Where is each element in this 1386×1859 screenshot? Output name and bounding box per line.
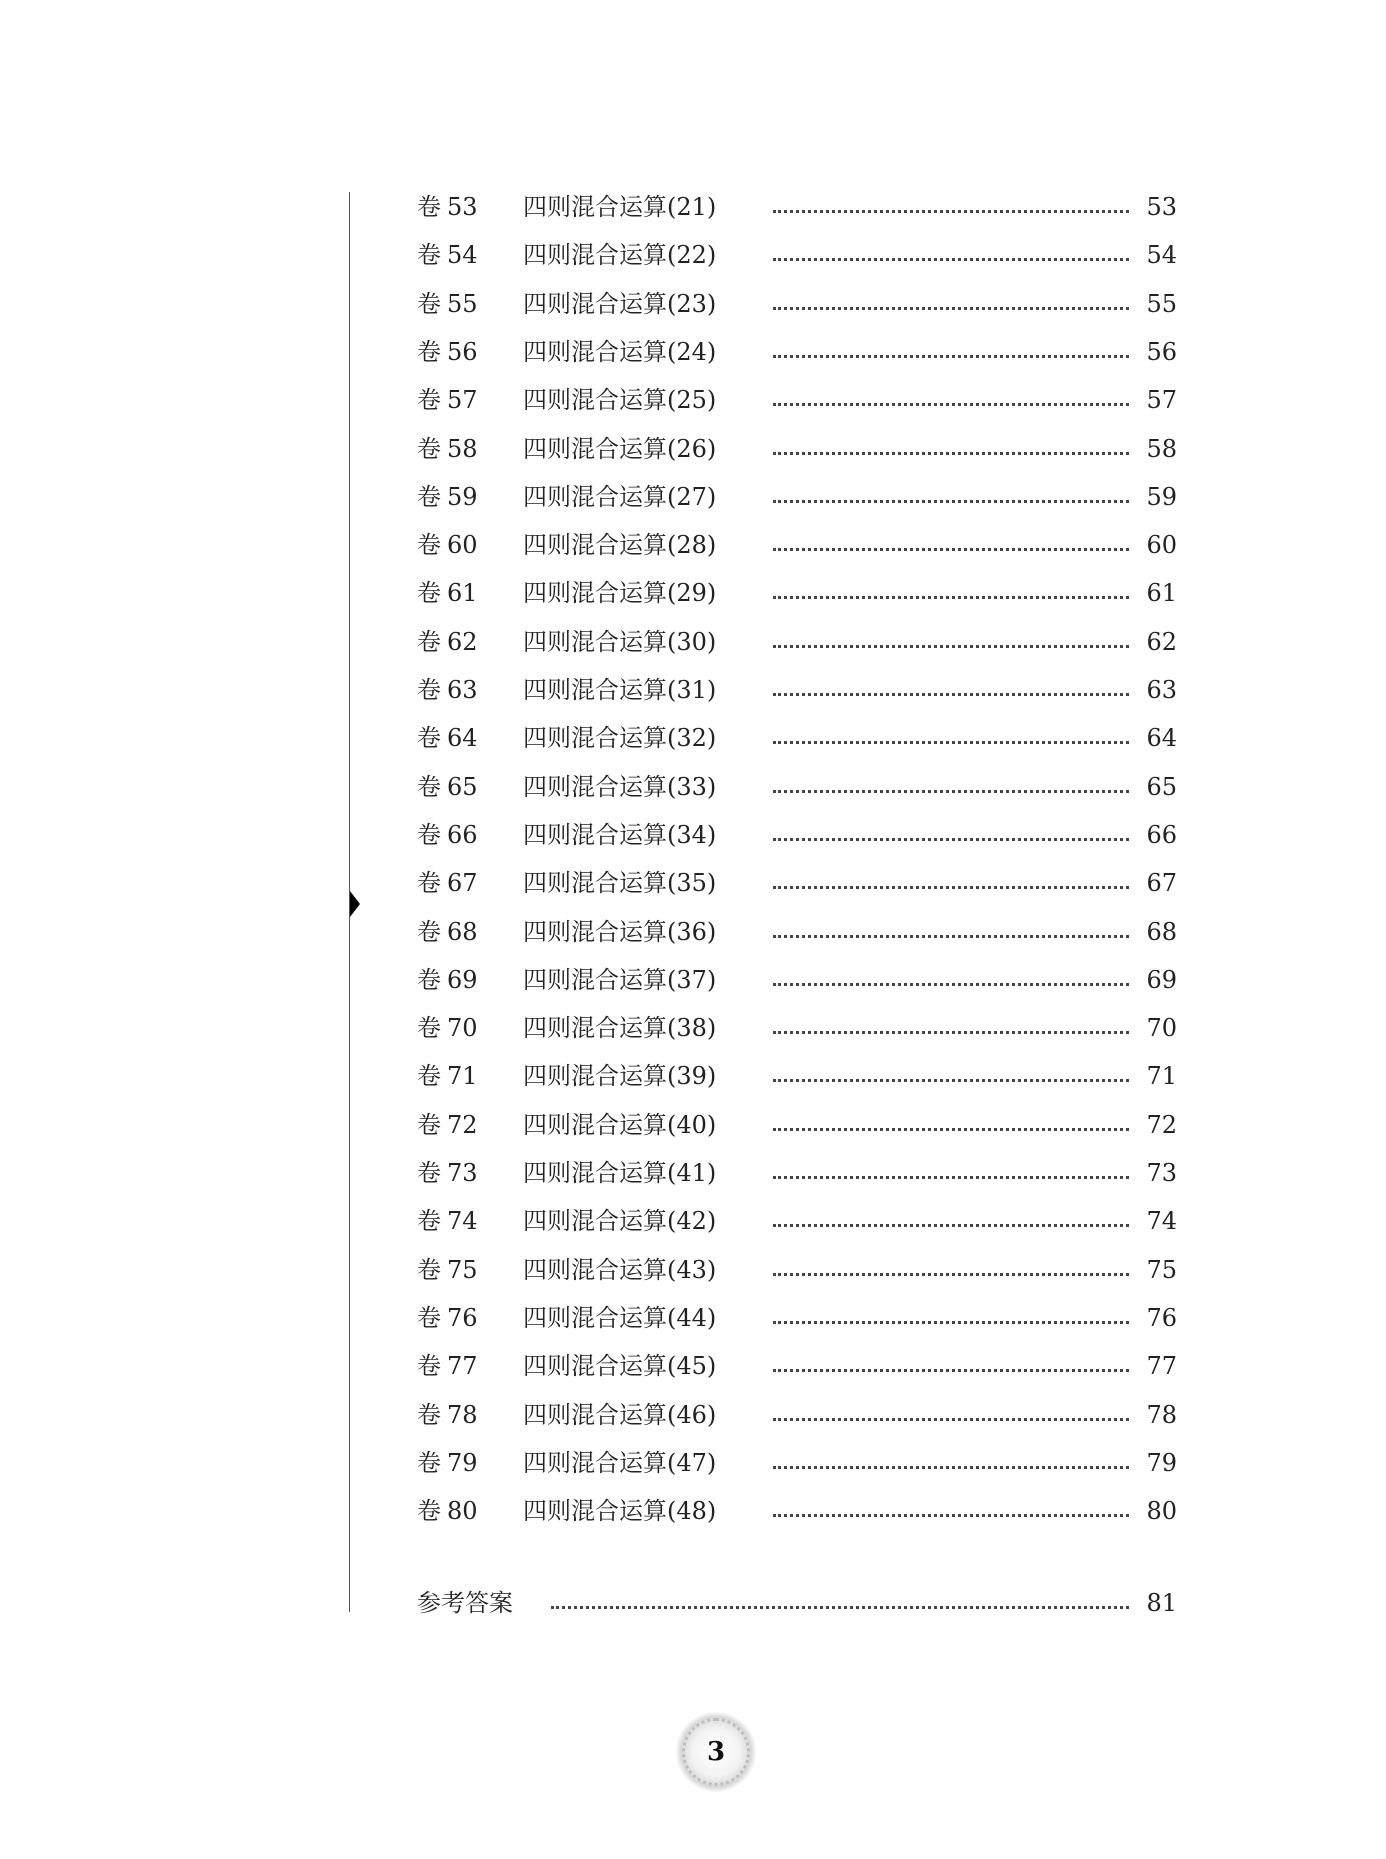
volume-prefix: 卷 xyxy=(417,1401,441,1429)
entry-title: 四则混合运算(37) xyxy=(523,966,717,994)
toc-entry xyxy=(417,1105,1177,1145)
volume-label xyxy=(417,1346,478,1386)
toc-entry xyxy=(417,1491,1177,1531)
dot-leader xyxy=(773,210,1129,213)
entry-page-number: 80 xyxy=(1146,1497,1177,1525)
volume-number: 64 xyxy=(447,724,478,752)
entry-title: 四则混合运算(27) xyxy=(523,483,717,511)
toc-entry xyxy=(417,1395,1177,1435)
volume-label xyxy=(417,332,478,372)
entry-page-number: 73 xyxy=(1146,1159,1177,1187)
volume-number: 68 xyxy=(447,918,478,946)
entry-title: 四则混合运算(31) xyxy=(523,676,717,704)
entry-title: 四则混合运算(26) xyxy=(523,435,717,463)
volume-number: 53 xyxy=(447,193,478,221)
entry-title: 四则混合运算(29) xyxy=(523,579,717,607)
entry-page-number: 79 xyxy=(1146,1449,1177,1477)
dot-leader xyxy=(773,886,1129,889)
volume-label xyxy=(417,429,478,469)
volume-label xyxy=(417,1056,478,1096)
toc-entry xyxy=(417,429,1177,469)
entry-page-number: 58 xyxy=(1146,435,1177,463)
toc-entry xyxy=(417,1346,1177,1386)
volume-label xyxy=(417,670,478,710)
volume-label xyxy=(417,573,478,613)
volume-prefix: 卷 xyxy=(417,1014,441,1042)
toc-entry xyxy=(417,1056,1177,1096)
entry-page-number: 56 xyxy=(1146,338,1177,366)
volume-prefix: 卷 xyxy=(417,290,441,318)
dot-leader xyxy=(773,1466,1129,1469)
entry-title: 四则混合运算(21) xyxy=(523,193,717,221)
dot-leader xyxy=(773,838,1129,841)
volume-number: 65 xyxy=(447,773,478,801)
entry-page-number: 76 xyxy=(1146,1304,1177,1332)
dot-leader xyxy=(773,645,1129,648)
entry-title: 四则混合运算(39) xyxy=(523,1062,717,1090)
volume-prefix: 卷 xyxy=(417,869,441,897)
entry-page-number: 59 xyxy=(1146,483,1177,511)
volume-prefix: 卷 xyxy=(417,1111,441,1139)
volume-prefix: 卷 xyxy=(417,531,441,559)
volume-label xyxy=(417,380,478,420)
entry-title: 四则混合运算(24) xyxy=(523,338,717,366)
entry-page-number: 62 xyxy=(1146,628,1177,656)
volume-prefix: 卷 xyxy=(417,1449,441,1477)
volume-prefix: 卷 xyxy=(417,1159,441,1187)
toc-entry xyxy=(417,332,1177,372)
triangle-marker-icon xyxy=(350,891,360,917)
entry-title: 四则混合运算(28) xyxy=(523,531,717,559)
volume-prefix: 卷 xyxy=(417,918,441,946)
toc-entry xyxy=(417,815,1177,855)
volume-prefix: 卷 xyxy=(417,579,441,607)
volume-number: 76 xyxy=(447,1304,478,1332)
entry-title: 四则混合运算(22) xyxy=(523,241,717,269)
volume-label xyxy=(417,622,478,662)
entry-page-number: 72 xyxy=(1146,1111,1177,1139)
volume-label xyxy=(417,912,478,952)
volume-number: 57 xyxy=(447,386,478,414)
entry-title: 四则混合运算(43) xyxy=(523,1256,717,1284)
entry-page-number: 77 xyxy=(1146,1352,1177,1380)
volume-prefix: 卷 xyxy=(417,1256,441,1284)
volume-prefix: 卷 xyxy=(417,724,441,752)
volume-number: 69 xyxy=(447,966,478,994)
dot-leader xyxy=(773,1128,1129,1131)
dot-leader xyxy=(773,403,1129,406)
volume-number: 54 xyxy=(447,241,478,269)
page-number-badge xyxy=(676,1712,756,1792)
toc-entry xyxy=(417,284,1177,324)
volume-label xyxy=(417,1250,478,1290)
volume-prefix: 卷 xyxy=(417,1207,441,1235)
toc-entry xyxy=(417,1298,1177,1338)
dot-leader xyxy=(773,548,1129,551)
volume-label xyxy=(417,1105,478,1145)
toc-entry xyxy=(417,1201,1177,1241)
answers-page-number: 81 xyxy=(1146,1589,1177,1617)
volume-prefix: 卷 xyxy=(417,241,441,269)
entry-page-number: 68 xyxy=(1146,918,1177,946)
volume-number: 58 xyxy=(447,435,478,463)
volume-number: 70 xyxy=(447,1014,478,1042)
volume-prefix: 卷 xyxy=(417,193,441,221)
entry-page-number: 60 xyxy=(1146,531,1177,559)
dot-leader xyxy=(773,983,1129,986)
toc-entry xyxy=(417,573,1177,613)
volume-number: 67 xyxy=(447,869,478,897)
toc-entry xyxy=(417,525,1177,565)
volume-label xyxy=(417,1008,478,1048)
volume-label xyxy=(417,1395,478,1435)
entry-page-number: 57 xyxy=(1146,386,1177,414)
toc-entry-answers xyxy=(417,1583,1177,1623)
volume-number: 79 xyxy=(447,1449,478,1477)
entry-page-number: 63 xyxy=(1146,676,1177,704)
entry-title: 四则混合运算(30) xyxy=(523,628,717,656)
volume-label xyxy=(417,477,478,517)
toc-entry xyxy=(417,1443,1177,1483)
volume-number: 63 xyxy=(447,676,478,704)
dot-leader xyxy=(773,452,1129,455)
volume-prefix: 卷 xyxy=(417,1304,441,1332)
volume-prefix: 卷 xyxy=(417,483,441,511)
toc-entry xyxy=(417,1250,1177,1290)
entry-title: 四则混合运算(25) xyxy=(523,386,717,414)
entry-page-number: 61 xyxy=(1146,579,1177,607)
dot-leader xyxy=(773,1321,1129,1324)
volume-number: 78 xyxy=(447,1401,478,1429)
entry-title: 四则混合运算(23) xyxy=(523,290,717,318)
volume-number: 73 xyxy=(447,1159,478,1187)
volume-number: 75 xyxy=(447,1256,478,1284)
dot-leader xyxy=(773,935,1129,938)
volume-label xyxy=(417,1491,478,1531)
volume-number: 59 xyxy=(447,483,478,511)
volume-prefix: 卷 xyxy=(417,338,441,366)
entry-title: 四则混合运算(33) xyxy=(523,773,717,801)
entry-title: 四则混合运算(35) xyxy=(523,869,717,897)
volume-label xyxy=(417,960,478,1000)
entry-page-number: 78 xyxy=(1146,1401,1177,1429)
entry-title: 四则混合运算(48) xyxy=(523,1497,717,1525)
volume-number: 71 xyxy=(447,1062,478,1090)
toc-entry xyxy=(417,187,1177,227)
volume-number: 55 xyxy=(447,290,478,318)
entry-title: 四则混合运算(45) xyxy=(523,1352,717,1380)
entry-page-number: 55 xyxy=(1146,290,1177,318)
entry-title: 四则混合运算(47) xyxy=(523,1449,717,1477)
toc-entry xyxy=(417,767,1177,807)
volume-prefix: 卷 xyxy=(417,386,441,414)
entry-title: 四则混合运算(46) xyxy=(523,1401,717,1429)
volume-number: 72 xyxy=(447,1111,478,1139)
volume-number: 62 xyxy=(447,628,478,656)
dot-leader xyxy=(773,1079,1129,1082)
entry-title: 四则混合运算(40) xyxy=(523,1111,717,1139)
dot-leader xyxy=(551,1606,1129,1609)
volume-number: 56 xyxy=(447,338,478,366)
entry-page-number: 67 xyxy=(1146,869,1177,897)
toc-entry xyxy=(417,380,1177,420)
volume-label xyxy=(417,718,478,758)
entry-title: 四则混合运算(32) xyxy=(523,724,717,752)
volume-label xyxy=(417,235,478,275)
dot-leader xyxy=(773,1176,1129,1179)
entry-page-number: 70 xyxy=(1146,1014,1177,1042)
toc-entry xyxy=(417,1008,1177,1048)
dot-leader xyxy=(773,500,1129,503)
dot-leader xyxy=(773,741,1129,744)
volume-prefix: 卷 xyxy=(417,1497,441,1525)
volume-number: 61 xyxy=(447,579,478,607)
entry-title: 四则混合运算(41) xyxy=(523,1159,717,1187)
dot-leader xyxy=(773,596,1129,599)
entry-title: 四则混合运算(42) xyxy=(523,1207,717,1235)
entry-page-number: 75 xyxy=(1146,1256,1177,1284)
entry-page-number: 64 xyxy=(1146,724,1177,752)
volume-label xyxy=(417,1201,478,1241)
volume-label xyxy=(417,284,478,324)
volume-prefix: 卷 xyxy=(417,1352,441,1380)
entry-title: 四则混合运算(34) xyxy=(523,821,717,849)
volume-prefix: 卷 xyxy=(417,966,441,994)
dot-leader xyxy=(773,1224,1129,1227)
dot-leader xyxy=(773,1031,1129,1034)
toc-entry xyxy=(417,912,1177,952)
volume-label xyxy=(417,1443,478,1483)
volume-prefix: 卷 xyxy=(417,435,441,463)
page-number: 3 xyxy=(706,1737,726,1767)
volume-number: 77 xyxy=(447,1352,478,1380)
toc-entry xyxy=(417,235,1177,275)
entry-title: 四则混合运算(44) xyxy=(523,1304,717,1332)
entry-page-number: 69 xyxy=(1146,966,1177,994)
toc-entry xyxy=(417,1153,1177,1193)
entry-page-number: 65 xyxy=(1146,773,1177,801)
dot-leader xyxy=(773,258,1129,261)
volume-label xyxy=(417,815,478,855)
entry-title: 四则混合运算(36) xyxy=(523,918,717,946)
entry-page-number: 54 xyxy=(1146,241,1177,269)
volume-label xyxy=(417,525,478,565)
volume-number: 80 xyxy=(447,1497,478,1525)
volume-label xyxy=(417,1153,478,1193)
toc-entry xyxy=(417,863,1177,903)
volume-number: 60 xyxy=(447,531,478,559)
toc-entry xyxy=(417,670,1177,710)
volume-label xyxy=(417,1298,478,1338)
entry-title: 四则混合运算(38) xyxy=(523,1014,717,1042)
volume-label xyxy=(417,767,478,807)
volume-number: 66 xyxy=(447,821,478,849)
toc-entry xyxy=(417,960,1177,1000)
dot-leader xyxy=(773,693,1129,696)
dot-leader xyxy=(773,1273,1129,1276)
volume-prefix: 卷 xyxy=(417,1062,441,1090)
entry-page-number: 71 xyxy=(1146,1062,1177,1090)
answers-title: 参考答案 xyxy=(417,1589,513,1617)
dot-leader xyxy=(773,1514,1129,1517)
volume-prefix: 卷 xyxy=(417,821,441,849)
toc-entry xyxy=(417,718,1177,758)
volume-number: 74 xyxy=(447,1207,478,1235)
entry-page-number: 66 xyxy=(1146,821,1177,849)
dot-leader xyxy=(773,1418,1129,1421)
volume-prefix: 卷 xyxy=(417,628,441,656)
toc-entry xyxy=(417,622,1177,662)
entry-page-number: 53 xyxy=(1146,193,1177,221)
dot-leader xyxy=(773,1369,1129,1372)
dot-leader xyxy=(773,355,1129,358)
volume-label xyxy=(417,187,478,227)
toc-entry xyxy=(417,477,1177,517)
volume-label xyxy=(417,863,478,903)
dot-leader xyxy=(773,307,1129,310)
entry-page-number: 74 xyxy=(1146,1207,1177,1235)
dot-leader xyxy=(773,790,1129,793)
volume-prefix: 卷 xyxy=(417,676,441,704)
volume-prefix: 卷 xyxy=(417,773,441,801)
